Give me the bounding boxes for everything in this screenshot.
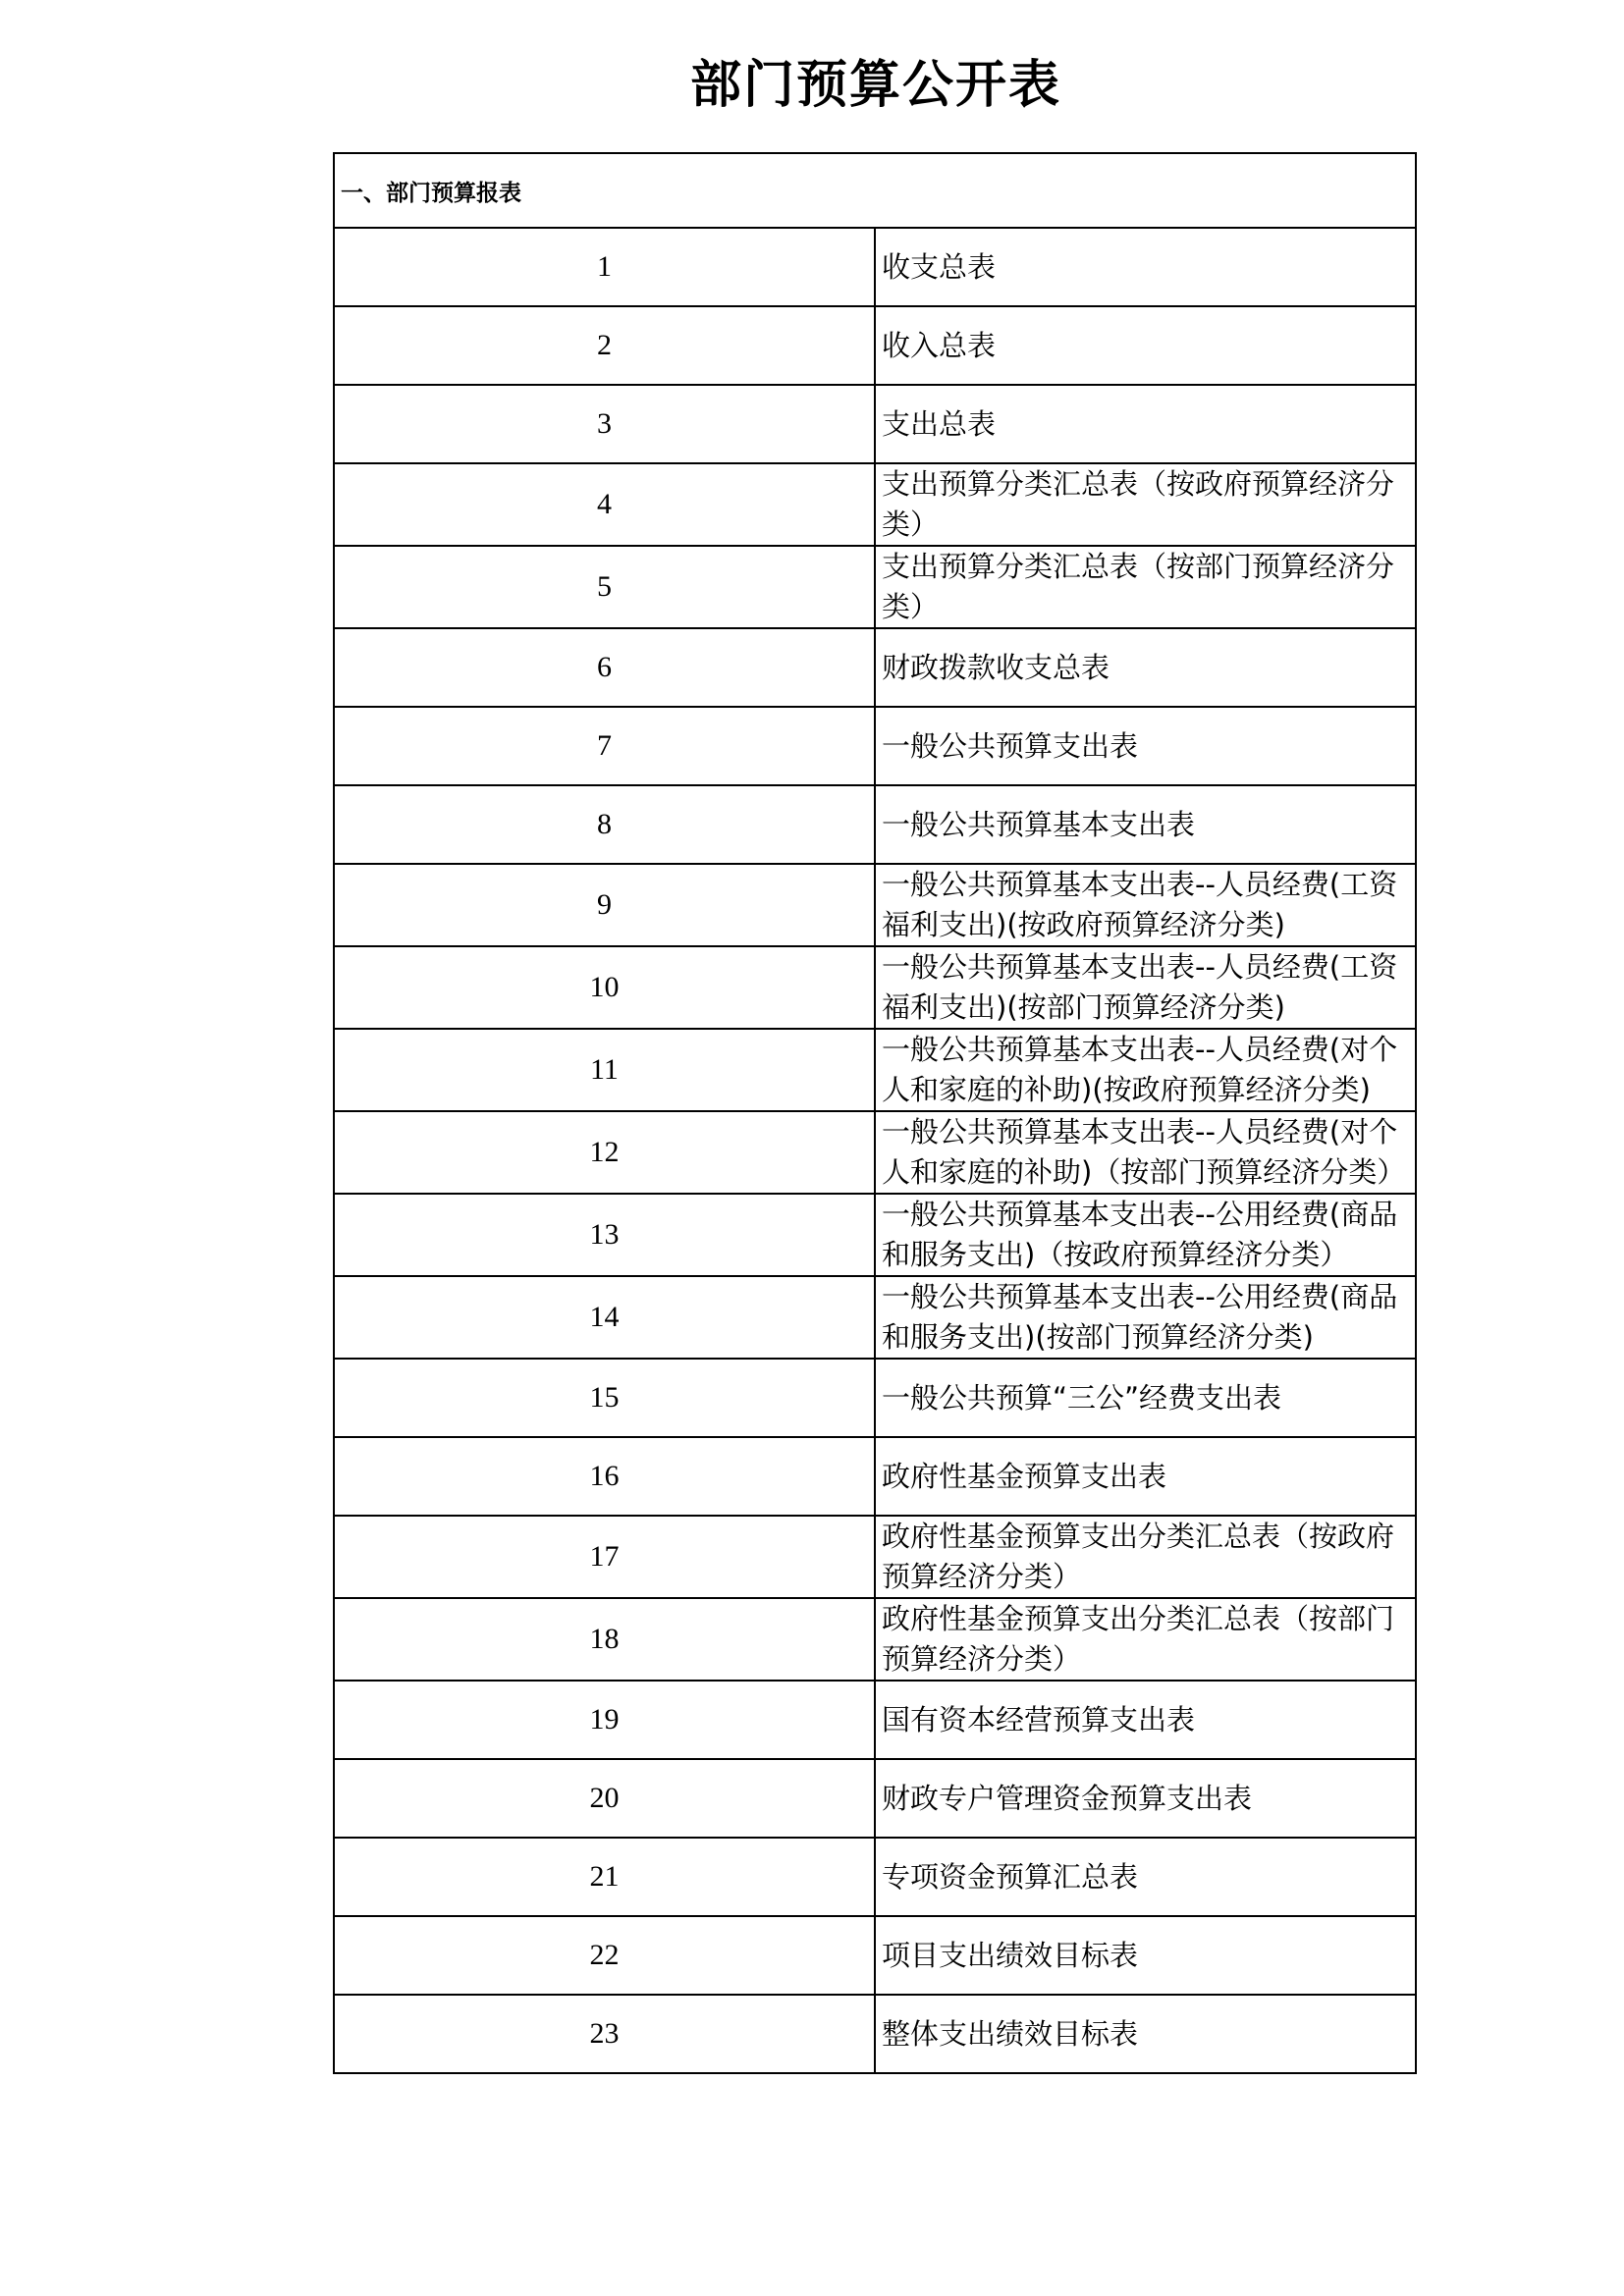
table-row — [334, 1276, 1416, 1359]
table-row — [334, 1359, 1416, 1437]
row-table-name: 一般公共预算基本支出表--人员经费(对个人和家庭的补助)(按政府预算经济分类) — [875, 1029, 1416, 1111]
row-number: 14 — [334, 1276, 875, 1359]
row-number: 21 — [334, 1838, 875, 1916]
row-table-name: 一般公共预算基本支出表--人员经费(工资福利支出)(按部门预算经济分类) — [875, 946, 1416, 1029]
table-row — [334, 546, 1416, 628]
table-row — [334, 1681, 1416, 1759]
row-number: 4 — [334, 463, 875, 546]
row-number: 17 — [334, 1516, 875, 1598]
row-table-name: 政府性基金预算支出分类汇总表（按部门预算经济分类） — [875, 1598, 1416, 1681]
section-header: 一、部门预算报表 — [334, 153, 1416, 228]
row-number: 19 — [334, 1681, 875, 1759]
table-row — [334, 946, 1416, 1029]
table-row — [334, 1995, 1416, 2073]
row-number: 6 — [334, 628, 875, 707]
row-table-name: 一般公共预算“三公”经费支出表 — [875, 1359, 1416, 1437]
row-table-name: 政府性基金预算支出表 — [875, 1437, 1416, 1516]
row-number: 22 — [334, 1916, 875, 1995]
row-table-name: 支出预算分类汇总表（按政府预算经济分类） — [875, 463, 1416, 546]
table-row — [334, 1838, 1416, 1916]
row-table-name: 一般公共预算基本支出表--人员经费(对个人和家庭的补助)（按部门预算经济分类） — [875, 1111, 1416, 1194]
row-table-name: 收入总表 — [875, 306, 1416, 385]
table-row — [334, 1759, 1416, 1838]
row-table-name: 支出预算分类汇总表（按部门预算经济分类） — [875, 546, 1416, 628]
table-row — [334, 1516, 1416, 1598]
table-row — [334, 1437, 1416, 1516]
table-row — [334, 385, 1416, 463]
row-number: 13 — [334, 1194, 875, 1276]
row-number: 20 — [334, 1759, 875, 1838]
row-number: 12 — [334, 1111, 875, 1194]
row-table-name: 一般公共预算支出表 — [875, 707, 1416, 785]
row-number: 16 — [334, 1437, 875, 1516]
row-table-name: 一般公共预算基本支出表--公用经费(商品和服务支出)(按部门预算经济分类) — [875, 1276, 1416, 1359]
row-table-name: 项目支出绩效目标表 — [875, 1916, 1416, 1995]
table-row — [334, 707, 1416, 785]
row-number: 18 — [334, 1598, 875, 1681]
row-table-name: 支出总表 — [875, 385, 1416, 463]
row-number: 15 — [334, 1359, 875, 1437]
table-row — [334, 1029, 1416, 1111]
row-table-name: 一般公共预算基本支出表--人员经费(工资福利支出)(按政府预算经济分类) — [875, 864, 1416, 946]
table-row — [334, 864, 1416, 946]
table-row — [334, 628, 1416, 707]
row-table-name: 一般公共预算基本支出表 — [875, 785, 1416, 864]
table-row — [334, 1916, 1416, 1995]
row-table-name: 专项资金预算汇总表 — [875, 1838, 1416, 1916]
row-table-name: 财政专户管理资金预算支出表 — [875, 1759, 1416, 1838]
row-number: 5 — [334, 546, 875, 628]
row-number: 8 — [334, 785, 875, 864]
row-number: 9 — [334, 864, 875, 946]
row-table-name: 整体支出绩效目标表 — [875, 1995, 1416, 2073]
row-number: 2 — [334, 306, 875, 385]
row-table-name: 政府性基金预算支出分类汇总表（按政府预算经济分类） — [875, 1516, 1416, 1598]
page-title: 部门预算公开表 — [689, 56, 1061, 115]
row-table-name: 财政拨款收支总表 — [875, 628, 1416, 707]
row-number: 7 — [334, 707, 875, 785]
table-row — [334, 785, 1416, 864]
table-row — [334, 228, 1416, 306]
section-header-row — [334, 153, 1416, 228]
table-row — [334, 463, 1416, 546]
budget-table-container — [333, 152, 1417, 2074]
row-number: 3 — [334, 385, 875, 463]
table-row — [334, 1598, 1416, 1681]
row-number: 23 — [334, 1995, 875, 2073]
row-number: 10 — [334, 946, 875, 1029]
table-row — [334, 306, 1416, 385]
budget-table — [333, 152, 1417, 2074]
row-number: 1 — [334, 228, 875, 306]
row-table-name: 收支总表 — [875, 228, 1416, 306]
table-row — [334, 1194, 1416, 1276]
row-table-name: 国有资本经营预算支出表 — [875, 1681, 1416, 1759]
table-row — [334, 1111, 1416, 1194]
row-number: 11 — [334, 1029, 875, 1111]
row-table-name: 一般公共预算基本支出表--公用经费(商品和服务支出)（按政府预算经济分类） — [875, 1194, 1416, 1276]
